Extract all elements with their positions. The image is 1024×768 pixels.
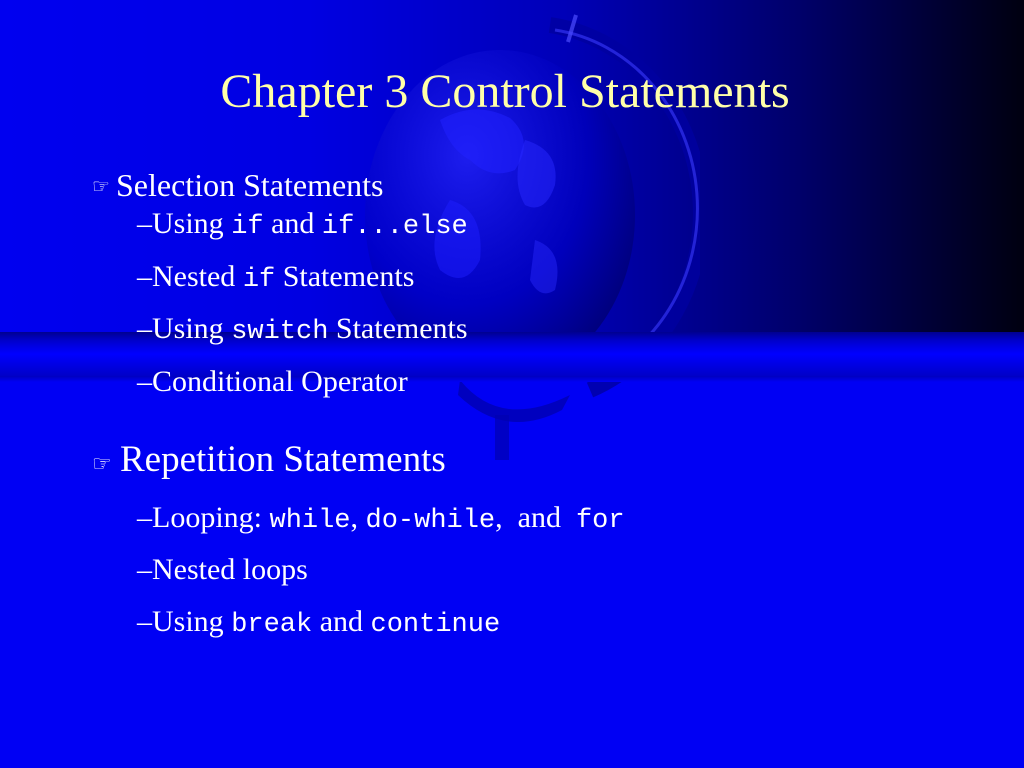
- sub-bullet-conditional-operator: –Conditional Operator: [137, 365, 408, 398]
- bullet-list: ☞ Selection Statements –Using if and if...else –Nested if Statements –Using switch Statements –Conditional Operator ☞ Repetition Statements –Looping: while, do-while, and for –Nested loops –Using break and continue: [0, 0, 1024, 768]
- slide-title: Chapter 3 Control Statements: [220, 65, 790, 118]
- pointing-hand-icon: ☞: [92, 176, 110, 198]
- sub-bullet-looping: –Looping: while, do-while, and for: [137, 501, 625, 536]
- sub-bullet-switch: –Using switch Statements: [137, 312, 468, 347]
- sub-bullet-nested-if: –Nested if Statements: [137, 260, 415, 295]
- sub-bullet-if-else: –Using if and if...else: [137, 207, 468, 242]
- pointing-hand-icon: ☞: [92, 451, 112, 476]
- sub-bullet-nested-loops: –Nested loops: [137, 553, 308, 586]
- sub-bullet-break-continue: –Using break and continue: [137, 605, 501, 640]
